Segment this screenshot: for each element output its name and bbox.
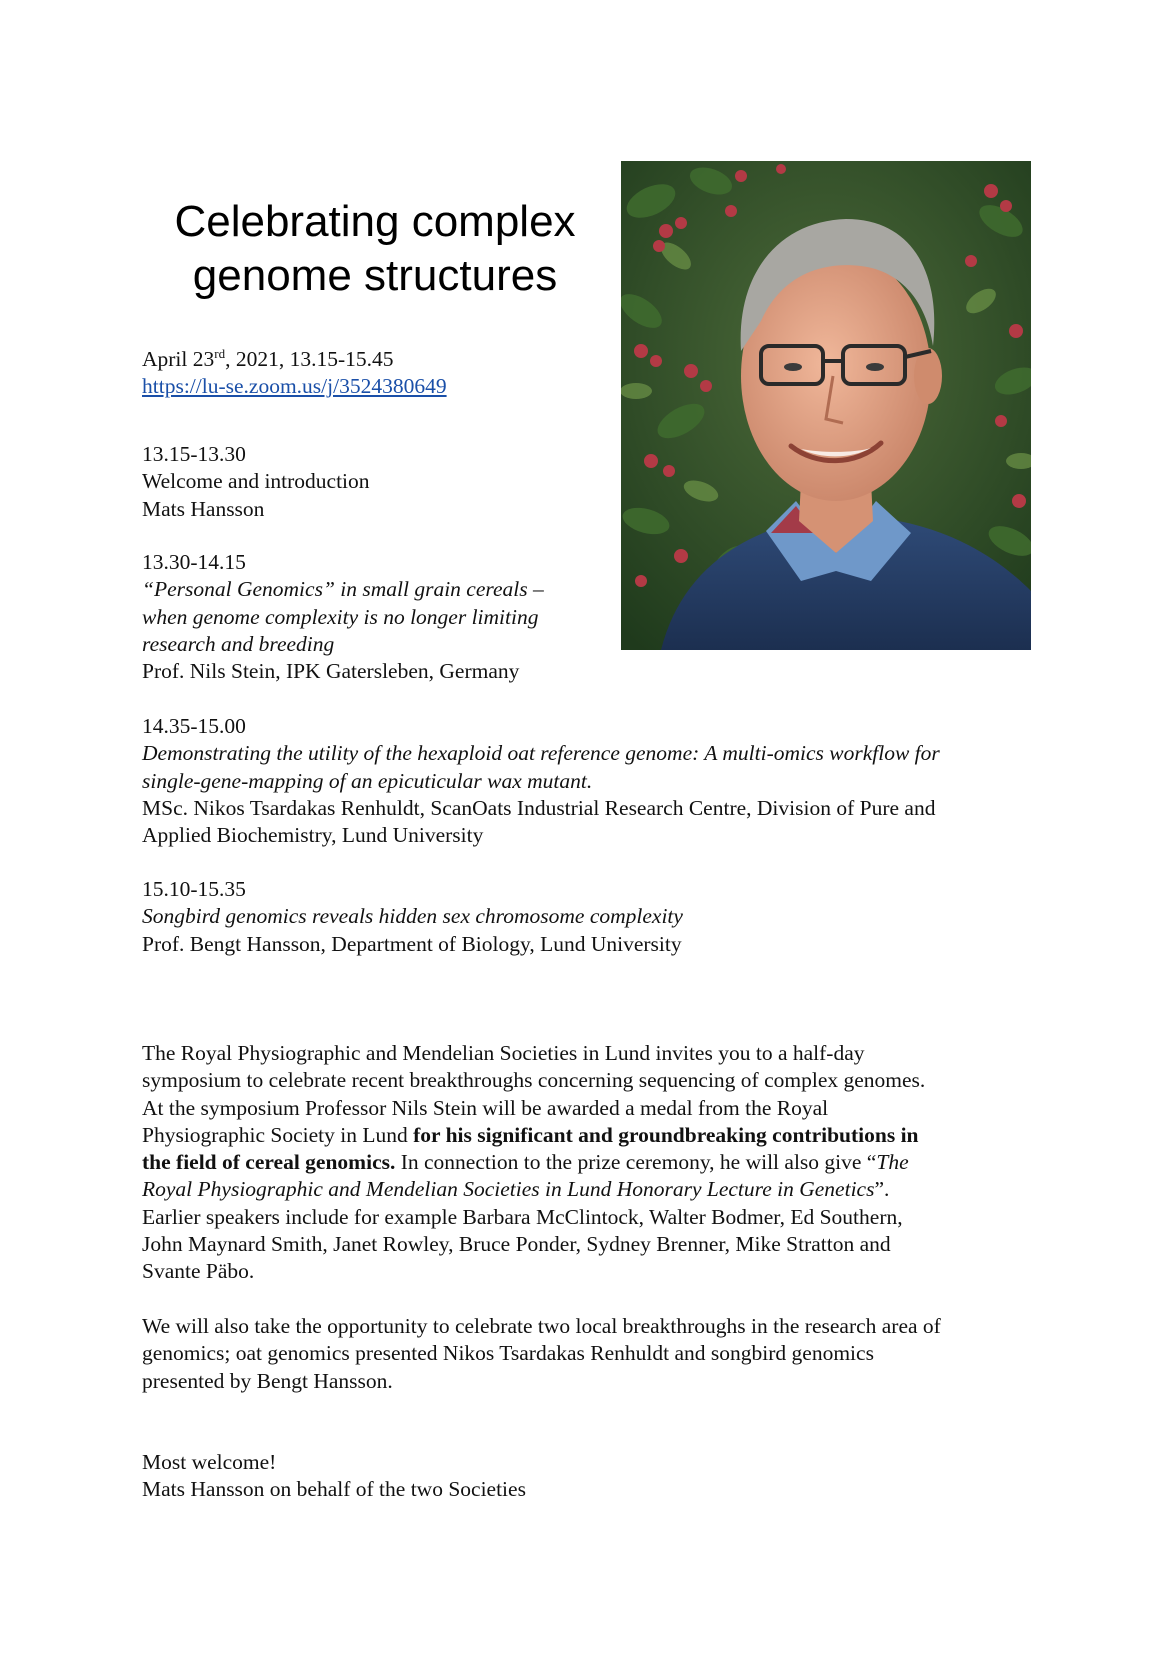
schedule-item-3 (142, 713, 940, 849)
intro-line: At the symposium Professor Nils Stein will be awarded a medal from the Royal (142, 1095, 829, 1120)
portrait-illustration (621, 161, 1031, 650)
title-line-2: genome structures (192, 251, 558, 300)
event-date (142, 346, 447, 373)
schedule-speaker: Prof. Nils Stein, IPK Gatersleben, Germany (142, 659, 520, 684)
closing-line: We will also take the opportunity to celebrate two local breakthroughs in the research area of (142, 1314, 941, 1338)
schedule-title: Songbird genomics reveals hidden sex chromosome complexity (142, 904, 683, 929)
schedule-title-line: when genome complexity is no longer limiting (142, 604, 539, 629)
schedule-title-line: research and breeding (142, 631, 335, 656)
intro-line: John Maynard Smith, Janet Rowley, Bruce Ponder, Sydney Brenner, Mike Stratton and (142, 1232, 891, 1257)
schedule-time: 13.30-14.15 (142, 550, 246, 574)
schedule-item-2 (142, 549, 544, 685)
intro-line (142, 1176, 925, 1203)
signature: Mats Hansson on behalf of the two Societies (142, 1477, 526, 1502)
schedule-speaker-line: Applied Biochemistry, Lund University (142, 823, 484, 848)
schedule-title: Welcome and introduction (142, 469, 370, 494)
greeting: Most welcome! (142, 1450, 277, 1474)
closing-paragraph (142, 1313, 941, 1395)
event-info (142, 346, 447, 401)
schedule-speaker-line: MSc. Nikos Tsardakas Renhuldt, ScanOats Industrial Research Centre, Division of Pure and (142, 795, 936, 820)
intro-line (142, 1149, 925, 1176)
speaker-photo (621, 161, 1031, 650)
schedule-title-line: Demonstrating the utility of the hexaploid oat reference genome: A multi-omics workflow for (142, 741, 940, 766)
schedule-title-line: “Personal Genomics” in small grain cereals – (142, 577, 544, 602)
page-title (120, 195, 630, 303)
closing-line: genomics; oat genomics presented Nikos Tsardakas Renhuldt and songbird genomics (142, 1341, 874, 1366)
schedule-title-line: single-gene-mapping of an epicuticular wax mutant. (142, 768, 593, 793)
date-time: , 2021, 13.15-15.45 (225, 347, 394, 371)
intro-line: symposium to celebrate recent breakthroughs concerning sequencing of complex genomes. (142, 1068, 926, 1093)
zoom-link[interactable]: https://lu-se.zoom.us/j/3524380649 (142, 374, 447, 399)
schedule-time: 14.35-15.00 (142, 714, 246, 738)
schedule-speaker: Mats Hansson (142, 496, 265, 521)
intro-line: Svante Päbo. (142, 1259, 255, 1284)
title-line-1: Celebrating complex (174, 197, 576, 246)
intro-paragraph (142, 1040, 925, 1286)
intro-text: In connection to the prize ceremony, he will also give “ (395, 1150, 877, 1175)
closing-line: presented by Bengt Hansson. (142, 1368, 393, 1393)
intro-italic: Royal Physiographic and Mendelian Societies in Lund Honorary Lecture in Genetics (142, 1177, 875, 1202)
schedule-time: 13.15-13.30 (142, 442, 246, 466)
intro-italic: The (876, 1150, 909, 1175)
intro-bold: for his significant and groundbreaking contributions in (413, 1122, 919, 1147)
intro-bold: the field of cereal genomics. (142, 1150, 396, 1175)
intro-line: Earlier speakers include for example Barbara McClintock, Walter Bodmer, Ed Southern, (142, 1204, 903, 1229)
intro-line: The Royal Physiographic and Mendelian Societies in Lund invites you to a half-day (142, 1041, 865, 1065)
date-ordinal: rd (214, 345, 226, 361)
signoff (142, 1449, 526, 1504)
schedule-item-1 (142, 441, 370, 523)
intro-text: Physiographic Society in Lund (142, 1122, 414, 1147)
schedule-time: 15.10-15.35 (142, 877, 246, 901)
date-text: April 23 (142, 347, 215, 371)
intro-line (142, 1122, 925, 1149)
schedule-speaker: Prof. Bengt Hansson, Department of Biology, Lund University (142, 931, 682, 956)
schedule-item-4 (142, 876, 683, 958)
intro-text: ”. (874, 1177, 890, 1202)
